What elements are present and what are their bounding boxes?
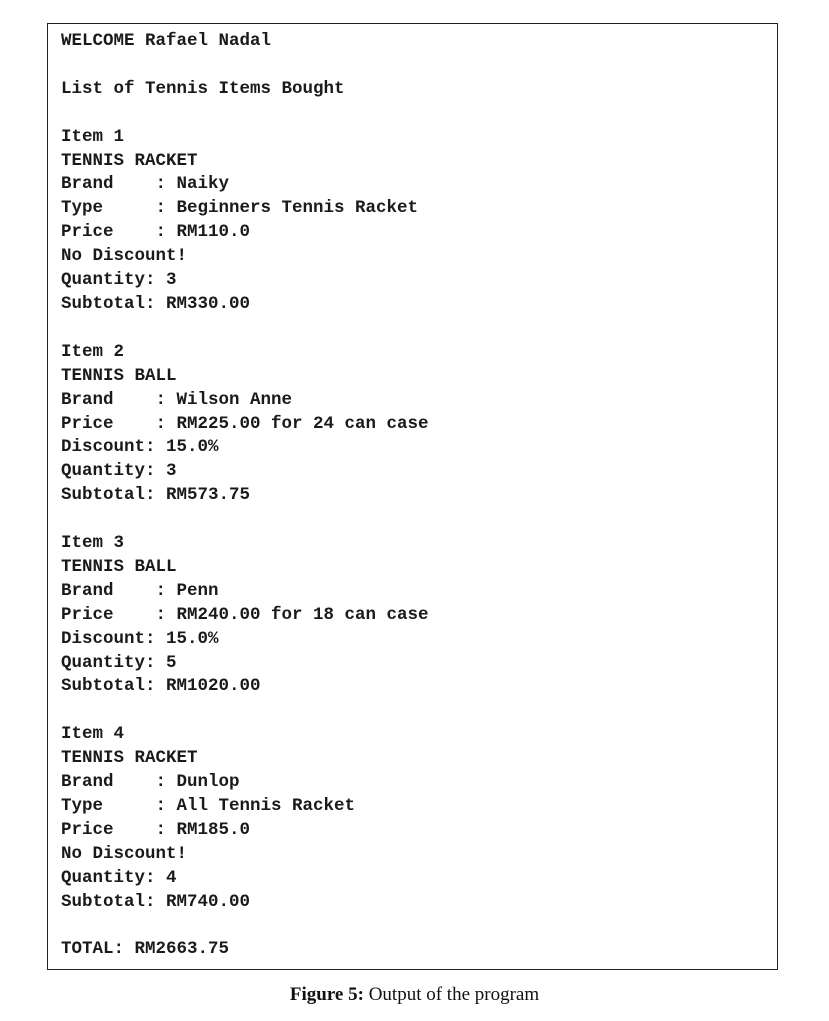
- output-line: Brand : Wilson Anne: [61, 389, 293, 410]
- output-line: Item 1: [61, 126, 125, 147]
- output-line: Subtotal: RM330.00: [61, 293, 251, 314]
- output-line: TENNIS BALL: [61, 365, 177, 386]
- output-line: Discount: 15.0%: [61, 437, 219, 458]
- output-line: Discount: 15.0%: [61, 628, 219, 649]
- output-line: WELCOME Rafael Nadal: [61, 31, 272, 51]
- output-line: Quantity: 3: [61, 461, 177, 482]
- figure-caption: [0, 984, 829, 1006]
- output-line: Type : Beginners Tennis Racket: [61, 198, 419, 219]
- output-line: Item 2: [61, 341, 125, 362]
- output-line: TOTAL: RM2663.75: [61, 939, 230, 960]
- output-line: Quantity: 5: [61, 652, 177, 673]
- output-line: Quantity: 4: [61, 867, 177, 888]
- figure-caption-text: Output of the program: [363, 984, 540, 1005]
- output-line: No Discount!: [61, 246, 188, 267]
- figure-caption-label: Figure 5:: [289, 984, 364, 1005]
- output-line: Subtotal: RM1020.00: [61, 676, 261, 697]
- program-output-text: [61, 30, 429, 962]
- output-line: Price : RM110.0: [61, 222, 251, 243]
- output-line: TENNIS BALL: [61, 556, 177, 577]
- output-line: List of Tennis Items Bought: [61, 78, 345, 99]
- output-line: No Discount!: [61, 843, 188, 864]
- output-line: TENNIS RACKET: [61, 150, 198, 171]
- program-output-box: [47, 23, 778, 970]
- output-line: Price : RM225.00 for 24 can case: [61, 413, 429, 434]
- output-line: Price : RM185.0: [61, 819, 251, 840]
- output-line: Brand : Naiky: [61, 174, 230, 195]
- output-line: Brand : Dunlop: [61, 772, 240, 793]
- output-line: Type : All Tennis Racket: [61, 796, 356, 816]
- output-line: Quantity: 3: [61, 270, 177, 291]
- output-line: Subtotal: RM573.75: [61, 485, 251, 506]
- output-line: Price : RM240.00 for 18 can case: [61, 604, 429, 625]
- output-line: Item 4: [61, 724, 125, 745]
- output-line: Item 3: [61, 533, 125, 554]
- output-line: Subtotal: RM740.00: [61, 891, 251, 912]
- output-line: Brand : Penn: [61, 580, 219, 601]
- output-line: TENNIS RACKET: [61, 748, 198, 769]
